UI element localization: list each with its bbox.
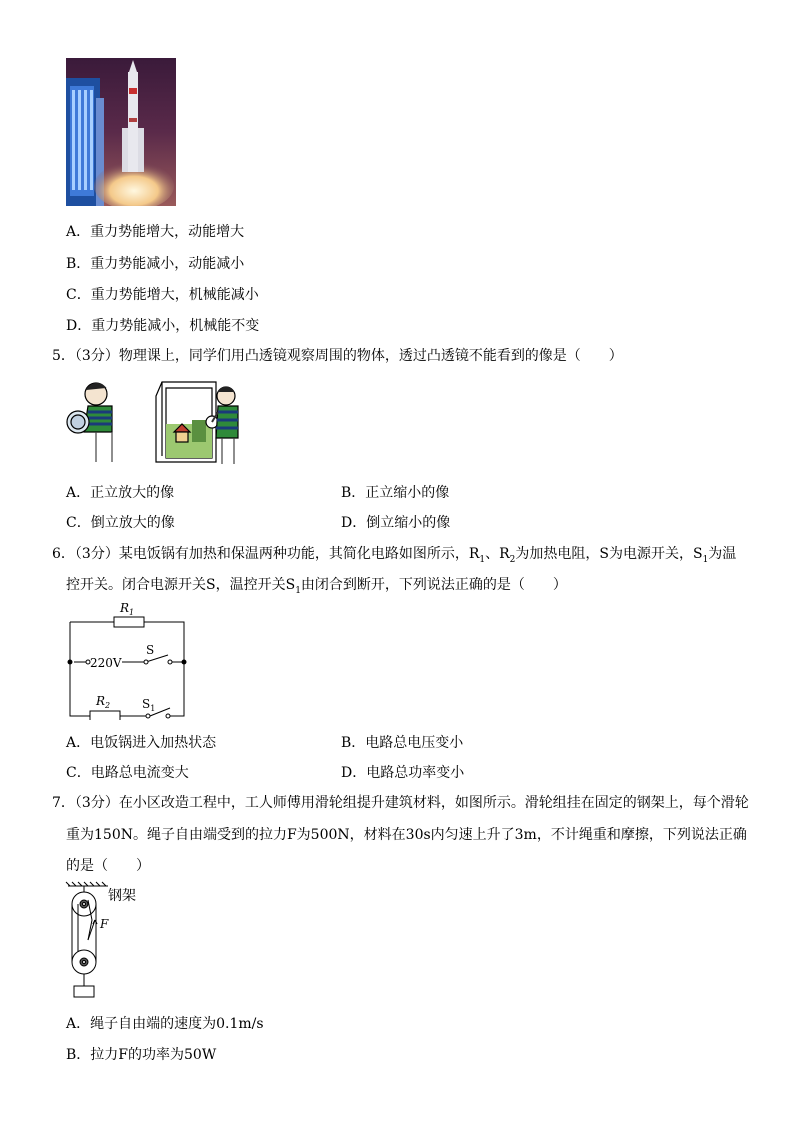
voltage-label: 220V — [90, 656, 122, 670]
q5-option-d[interactable]: D．倒立缩小的像 — [341, 515, 451, 531]
q4-option-d[interactable]: D．重力势能减小，机械能不变 — [66, 318, 260, 334]
q5-stem: 5．（3分）物理课上，同学们用凸透镜观察周围的物体，透过凸透镜不能看到的像是（ ） — [52, 348, 623, 364]
q7-stem-line3: 的是（ ） — [66, 858, 150, 874]
steel-frame-label: 钢架 — [108, 888, 136, 904]
q7-stem-line2: 重为150N。绳子自由端受到的拉力F为500N，材料在30s内匀速上升了3m，不计绳重和摩擦，下列说法正确 — [66, 827, 747, 843]
q6-stem-line1: 6．（3分）某电饭锅有加热和保温两种功能，其简化电路如图所示，$R_1$、$R_2$为加热电阻，S为电源开关，$S_1$为温 — [52, 546, 737, 565]
q5-option-a[interactable]: A．正立放大的像 — [66, 485, 175, 501]
q6-option-d[interactable]: D．电路总功率变小 — [341, 765, 465, 781]
q6-option-a[interactable]: A．电饭锅进入加热状态 — [66, 735, 217, 751]
q4-option-c[interactable]: C．重力势能增大，机械能减小 — [66, 287, 259, 303]
q6-option-b[interactable]: B．电路总电压变小 — [341, 735, 464, 751]
q5-option-b[interactable]: B．正立缩小的像 — [341, 485, 450, 501]
q7-option-a[interactable]: A．绳子自由端的速度为0.1m/s — [66, 1016, 264, 1032]
q7-option-b[interactable]: B．拉力F的功率为50W — [66, 1047, 217, 1063]
force-label: F — [100, 917, 109, 931]
q4-option-b[interactable]: B．重力势能减小，动能减小 — [66, 256, 245, 272]
switch-s1-label: $S_1$ — [142, 697, 156, 713]
r2-label: $R_2$ — [96, 694, 111, 710]
magnifier-illustration — [66, 372, 246, 470]
circuit-diagram — [62, 600, 192, 720]
q4-option-a[interactable]: A．重力势能增大，动能增大 — [66, 224, 245, 240]
switch-s-label: S — [146, 643, 155, 657]
q6-option-c[interactable]: C．电路总电流变大 — [66, 765, 189, 781]
q5-option-c[interactable]: C．倒立放大的像 — [66, 515, 175, 531]
q6-stem-line2: 控开关。闭合电源开关S，温控开关$S_1$由闭合到断开，下列说法正确的是（ ） — [66, 577, 567, 596]
pulley-diagram — [64, 880, 154, 1000]
q7-stem-line1: 7．（3分）在小区改造工程中，工人师傅用滑轮组提升建筑材料，如图所示。滑轮组挂在固定的钢架上，每个滑轮 — [52, 795, 749, 811]
rocket-launch-photo — [66, 58, 176, 206]
r1-label: $R_1$ — [120, 601, 135, 617]
